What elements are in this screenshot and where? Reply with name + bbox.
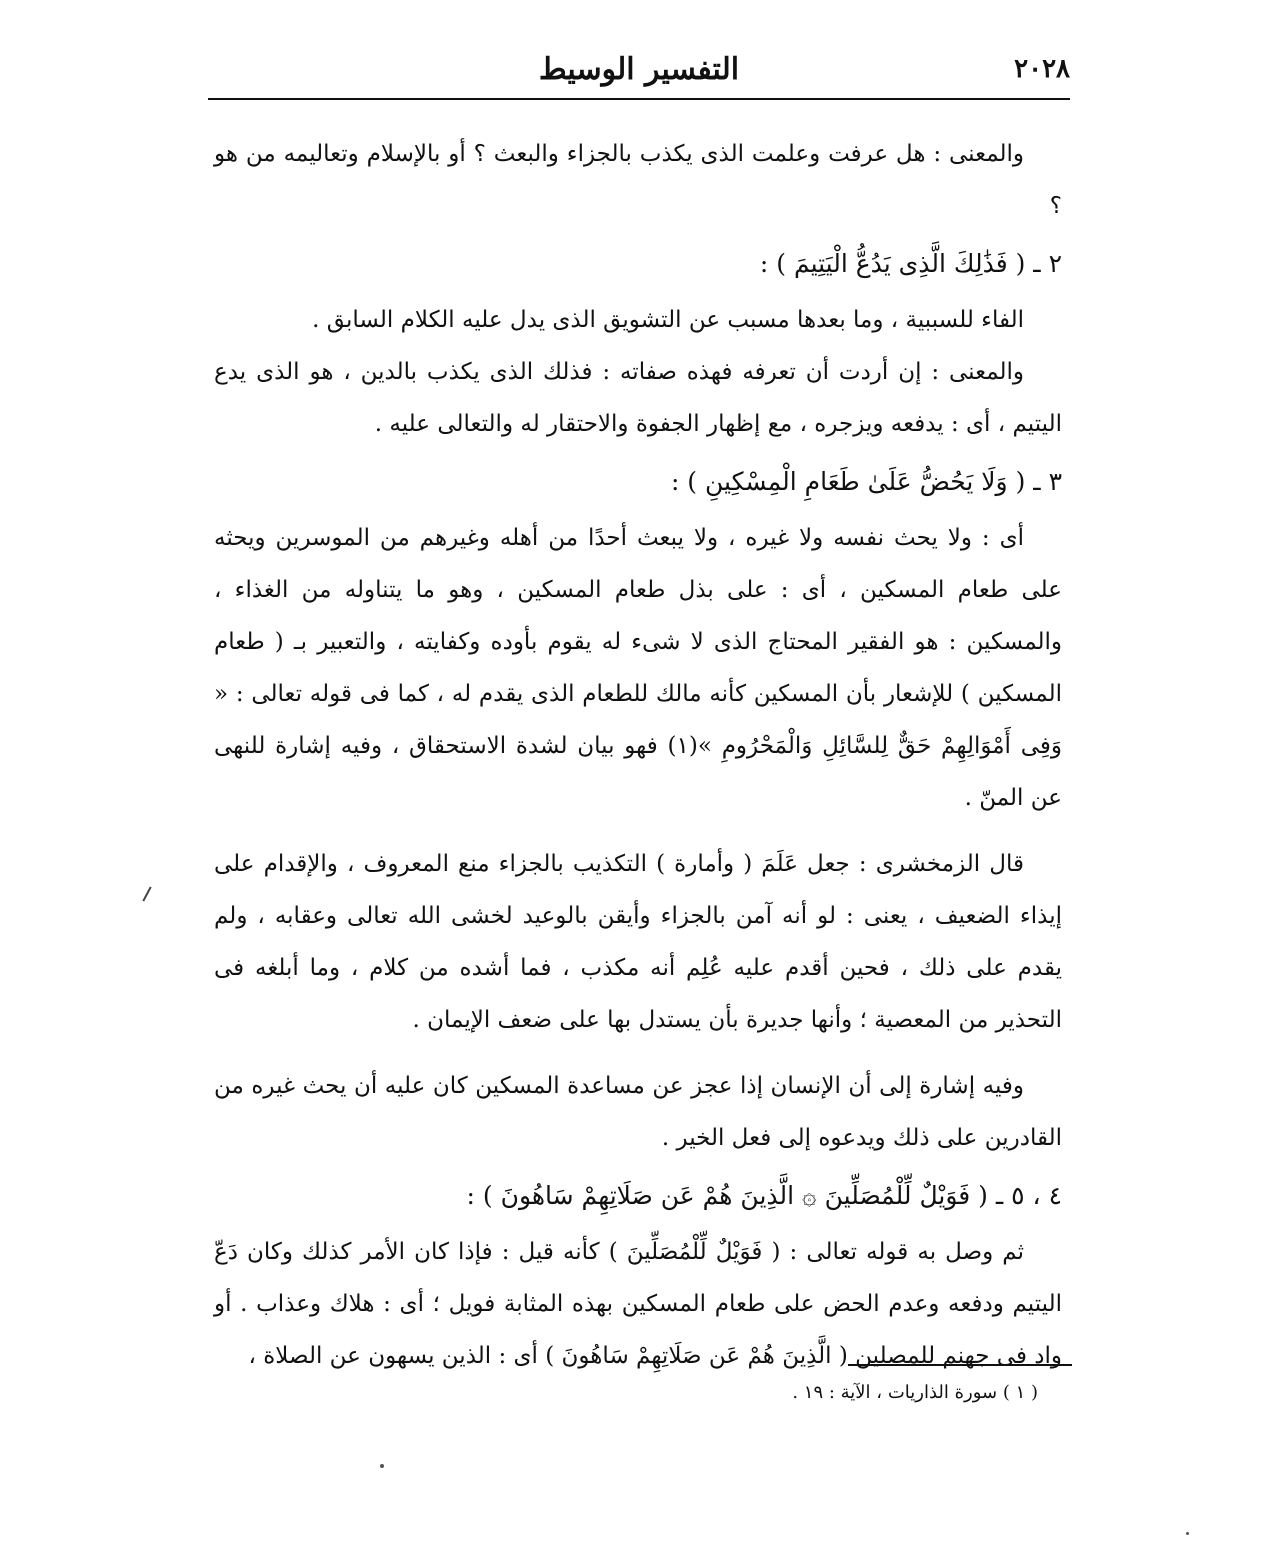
paragraph-encourage-others: وفيه إشارة إلى أن الإنسان إذا عجز عن مساعدة المسكين كان عليه أن يحث غيره من القادرين على ذلك ويدعوه إلى فعل الخير .: [214, 1073, 1062, 1151]
body-text: [214, 128, 1062, 1382]
header-divider: [208, 98, 1070, 100]
page-header: [208, 48, 1070, 96]
footnote: ( ١ ) سورة الذاريات ، الآية : ١٩ .: [792, 1382, 1038, 1403]
verse-heading-3: ٣ ـ ( وَلَا يَحُضُّ عَلَىٰ طَعَامِ الْمِسْكِينِ ) :: [670, 467, 1062, 496]
paragraph-zamakhshari: قال الزمخشرى : جعل عَلَمَ ( وأمارة ) التكذيب بالجزاء منع المعروف ، والإقدام على إيذاء الضعيف ، يعنى : لو أنه آمن بالجزاء وأيقن بالوعيد لخشى الله تعالى وعقابه ، ولم يقدم على ذلك ، فحين أقدم عليه عُلِم أنه مكذب ، فما أشده من كلام ، وما أبلغه فى التحذير من المعصية ؛ وأنها جديرة بأن يستدل بها على ضعف الإيمان .: [214, 851, 1062, 1033]
page-number: ٢٠٢٨: [1014, 54, 1070, 84]
paragraph-fa-causal: الفاء للسببية ، وما بعدها مسبب عن التشويق الذى يدل عليه الكلام السابق .: [312, 307, 1024, 333]
footnote-divider: [848, 1364, 1072, 1366]
verse-heading-2: ٢ ـ ( فَذَٰلِكَ الَّذِى يَدُعُّ الْيَتِيمَ ) :: [759, 249, 1062, 278]
book-title: التفسير الوسيط: [538, 52, 740, 87]
scan-speck: [1186, 1532, 1189, 1535]
paragraph-poor-food: أى : ولا يحث نفسه ولا غيره ، ولا يبعث أحدًا من أهله وغيرهم من الموسرين ويحثه على طعام المسكين ، أى : على بذل طعام المسكين ، وهو ما يتناوله من الغذاء ، والمسكين : هو الفقير المحتاج الذى لا شىء له يقوم بأوده وكفايته ، والتعبير بـ ( طعام المسكين ) للإشعار بأن المسكين كأنه مالك للطعام الذى يقدم له ، كما فى قوله تعالى : « وَفِى أَمْوَالِهِمْ حَقٌّ لِلسَّائِلِ وَالْمَحْرُومِ »(١) فهو بيان لشدة الاستحقاق ، وفيه إشارة للنهى عن المنّ .: [214, 525, 1062, 811]
verse-heading-4-5: ٤ ، ٥ ـ ( فَوَيْلٌ لِّلْمُصَلِّينَ ۞ الَّذِينَ هُمْ عَن صَلَاتِهِمْ سَاهُونَ ) :: [466, 1181, 1062, 1210]
paragraph-meaning-intro: والمعنى : هل عرفت وعلمت الذى يكذب بالجزاء والبعث ؟ أو بالإسلام وتعاليمه من هو ؟: [214, 141, 1062, 219]
paragraph-meaning-orphan: والمعنى : إن أردت أن تعرفه فهذه صفاته : فذلك الذى يكذب بالدين ، هو الذى يدع اليتيم ، أى : يدفعه ويزجره ، مع إظهار الجفوة والاحتقار له والتعالى عليه .: [214, 359, 1062, 437]
paragraph-woe-worshippers: ثم وصل به قوله تعالى : ( فَوَيْلٌ لِّلْمُصَلِّينَ ) كأنه قيل : فإذا كان الأمر كذلك وكان دَعّ اليتيم ودفعه وعدم الحض على طعام المسكين بهذه المثابة فويل ؛ أى : هلاك وعذاب . أو واد فى جهنم للمصلين ( الَّذِينَ هُمْ عَن صَلَاتِهِمْ سَاهُونَ ) أى : الذين يسهون عن الصلاة ،: [214, 1239, 1062, 1369]
scan-speck: [380, 1464, 384, 1468]
margin-mark: [142, 886, 151, 901]
